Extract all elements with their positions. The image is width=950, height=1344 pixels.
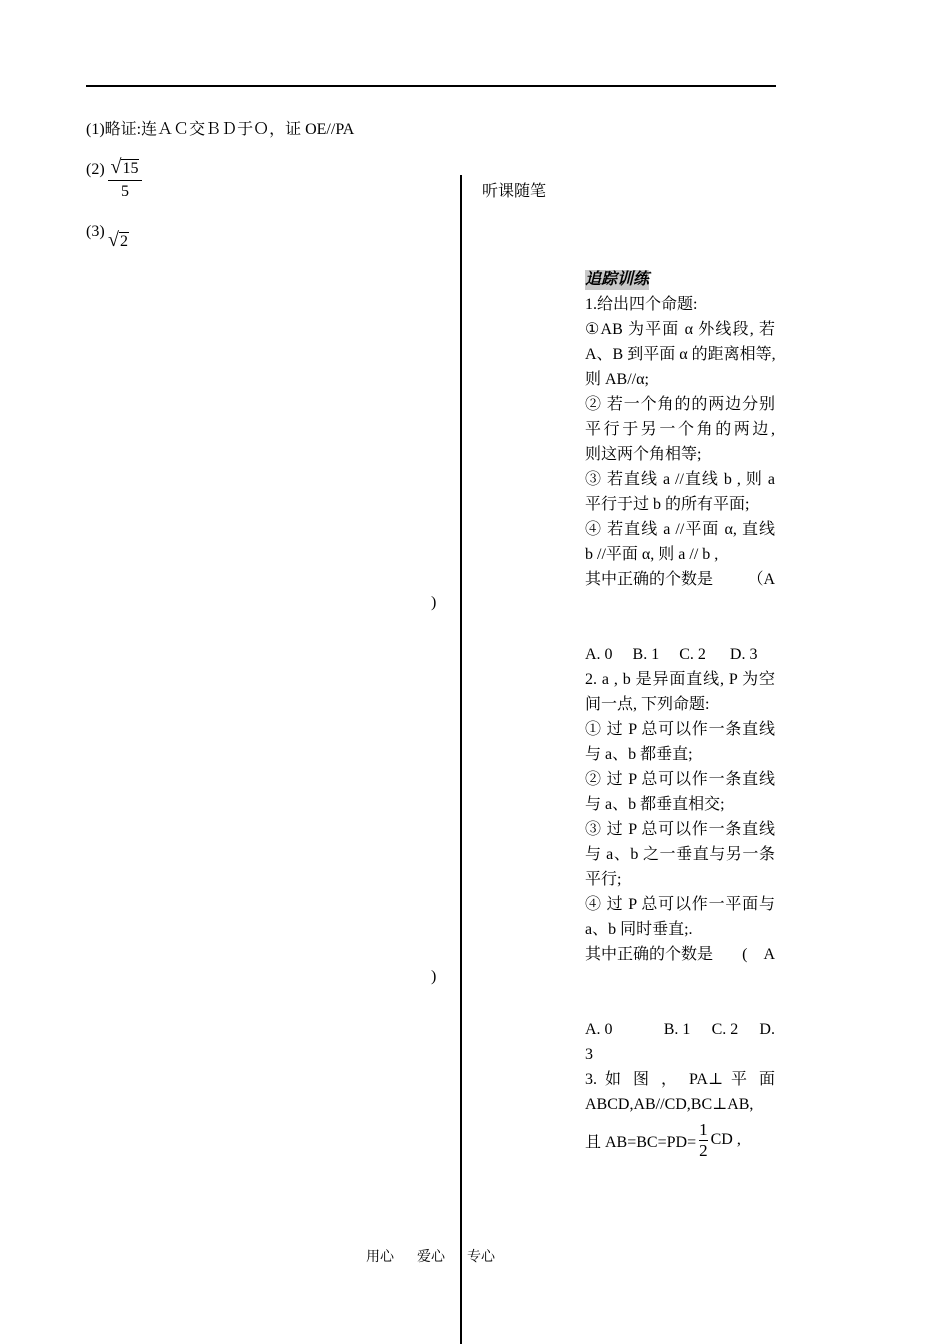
answer-3-radicand: 2 bbox=[119, 233, 128, 250]
q1-line: 则这两个角相等; bbox=[585, 446, 702, 463]
q1-line: A、B 到平面 α 的距离相等, bbox=[585, 346, 776, 363]
q1-line: ④ 若直线 a //平面 α, 直线 bbox=[585, 521, 775, 538]
q2-line: 与 a、b 之一垂直与另一条 bbox=[585, 846, 775, 863]
top-rule bbox=[86, 85, 776, 87]
q2-line: 2. a , b 是异面直线, P 为空 bbox=[585, 671, 775, 688]
q2-option-c: C. 2 bbox=[711, 1021, 739, 1038]
q2-answer: ( A bbox=[742, 946, 775, 963]
practice-column bbox=[585, 267, 775, 1163]
answer-2-denominator: 5 bbox=[121, 183, 129, 200]
notes-title: 听课随笔 bbox=[482, 183, 547, 200]
q1-question bbox=[585, 567, 775, 592]
q2-option-d-value: 3 bbox=[585, 1046, 593, 1063]
q1-line: b //平面 α, 则 a // b , bbox=[585, 546, 719, 563]
q1-ask: 其中正确的个数是 bbox=[585, 571, 714, 588]
footer-zhuanxin: 专心 bbox=[467, 1250, 495, 1265]
q2-line: ④ 过 P 总可以作一平面与 bbox=[585, 896, 775, 913]
q2-line: 与 a、b 都垂直相交; bbox=[585, 796, 725, 813]
q2-line: ③ 过 P 总可以作一条直线 bbox=[585, 821, 775, 838]
half-denominator: 2 bbox=[699, 1140, 708, 1160]
q2-question bbox=[585, 942, 775, 967]
q1-line: ①AB 为平面 α 外线段, 若 bbox=[585, 321, 775, 338]
q2-line: 平行; bbox=[585, 871, 622, 888]
q1-line: ② 若一个角的的两边分别 bbox=[585, 396, 775, 413]
q2-line: a、b 同时垂直;. bbox=[585, 921, 693, 938]
answer-2-numerator: √15 bbox=[110, 156, 139, 178]
q2-option-b: B. 1 bbox=[663, 1021, 691, 1038]
q2-options bbox=[585, 1017, 775, 1042]
column-divider bbox=[460, 175, 462, 1344]
closing-paren-1: ) bbox=[431, 594, 437, 611]
q2-ask: 其中正确的个数是 bbox=[585, 946, 714, 963]
answer-2-fraction bbox=[108, 156, 142, 203]
answer-2-label: (2) bbox=[86, 161, 105, 178]
q2-line: ① 过 P 总可以作一条直线 bbox=[585, 721, 775, 738]
footer-yongxin: 用心 bbox=[366, 1250, 394, 1265]
q3-line-3 bbox=[585, 1117, 775, 1163]
q3-line3-pre: 且 AB=BC=PD= bbox=[585, 1133, 697, 1151]
q2-line: 间一点, 下列命题: bbox=[585, 696, 710, 713]
half-numerator: 1 bbox=[699, 1119, 708, 1139]
practice-heading: 追踪训练 bbox=[585, 271, 650, 288]
q2-option-a: A. 0 bbox=[585, 1021, 613, 1038]
half-fraction bbox=[699, 1120, 708, 1161]
q1-line: 平行于另一个角的两边, bbox=[585, 421, 775, 438]
q3-line: ABCD,AB//CD,BC⊥AB, bbox=[585, 1096, 754, 1113]
q1-line: 1.给出四个命题: bbox=[585, 296, 698, 313]
q2-line: ② 过 P 总可以作一条直线 bbox=[585, 771, 775, 788]
closing-paren-2: ) bbox=[431, 968, 437, 985]
q2-option-d: D. bbox=[759, 1021, 775, 1038]
answer-2-radicand: 15 bbox=[122, 160, 139, 177]
answer-3-value: √2 bbox=[108, 229, 128, 251]
q3-line: 3. 如 图 ， PA⊥ 平 面 bbox=[585, 1071, 775, 1088]
answer-3-label: (3) bbox=[86, 223, 105, 240]
q1-options: A. 0 B. 1 C. 2 D. 3 bbox=[585, 646, 758, 663]
q1-line: 则 AB//α; bbox=[585, 371, 649, 388]
answer-1: (1)略证:连ＡＣ交ＢＤ于Ｏ，证 OE//PA bbox=[86, 121, 355, 138]
q1-line: ③ 若直线 a //直线 b , 则 a bbox=[585, 471, 775, 488]
q2-line: 与 a、b 都垂直; bbox=[585, 746, 693, 763]
footer-aixin: 爱心 bbox=[417, 1250, 445, 1265]
q1-answer: （A bbox=[747, 571, 775, 588]
q1-line: 平行于过 b 的所有平面; bbox=[585, 496, 750, 513]
q3-line3-post: CD , bbox=[710, 1131, 741, 1148]
